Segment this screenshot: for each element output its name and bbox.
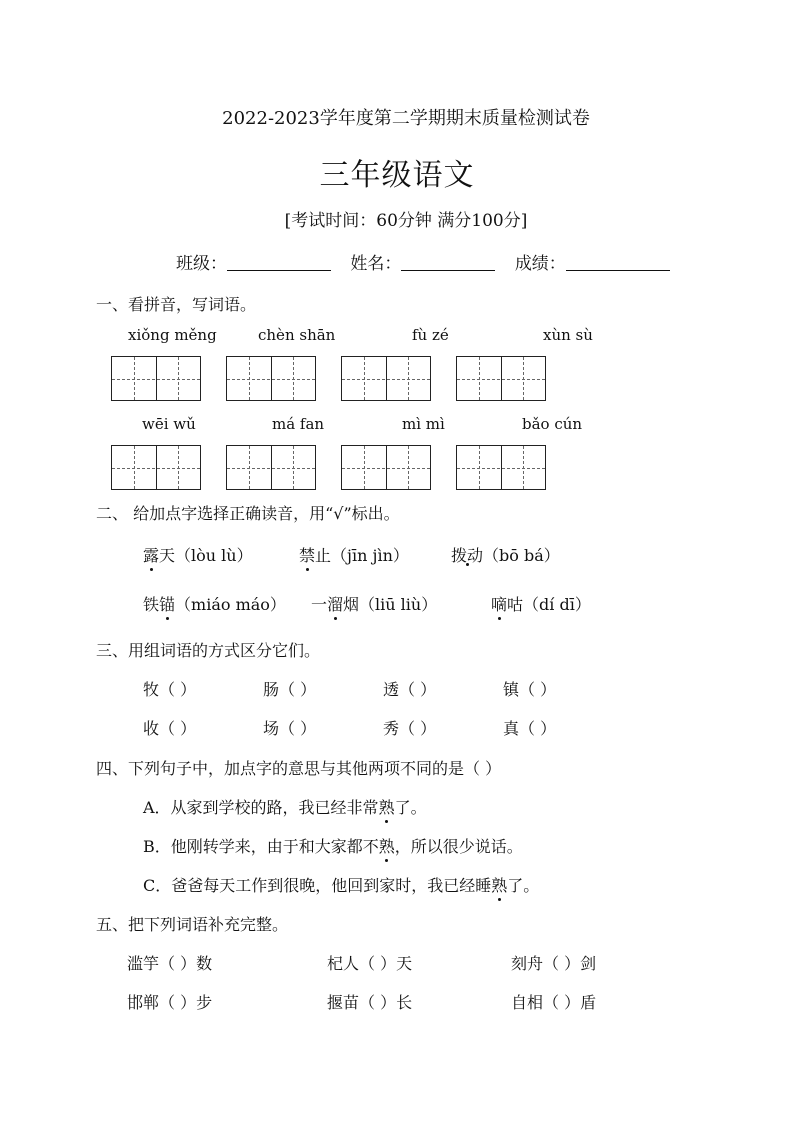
idiom-item: 揠苗（ ）长: [327, 993, 413, 1012]
pinyin-label: xiǒng měng: [128, 326, 217, 344]
word-group-item: 肠（ ）: [263, 680, 317, 699]
class-field: [176, 249, 331, 274]
student-info-row: [176, 249, 684, 274]
name-label: 姓名：: [350, 254, 402, 274]
idiom-item: 刻舟（ ）剑: [511, 954, 597, 973]
word-group-item: 牧（ ）: [143, 680, 197, 699]
pronunciation-item: 嘀咕（dí dī）: [491, 592, 591, 615]
pronunciation-item: 拨动（bō bá）: [451, 546, 560, 565]
writing-grid[interactable]: [226, 445, 316, 490]
writing-grid[interactable]: [456, 445, 546, 490]
question-2-title: 二、 给加点字选择正确读音，用“√”标出。: [96, 504, 400, 523]
writing-grid[interactable]: [226, 356, 316, 401]
pronunciation-item: 禁止（jīn jìn）: [299, 543, 409, 566]
class-blank[interactable]: [227, 254, 331, 271]
score-label: 成绩：: [514, 254, 566, 274]
exam-info: [考试时间：60分钟 满分100分]: [284, 211, 528, 231]
word-group-item: 真（ ）: [503, 719, 557, 738]
pronunciation-item: 露天（lòu lù）: [143, 543, 253, 566]
pinyin-label: mì mì: [402, 415, 445, 433]
class-label: 班级：: [176, 254, 227, 274]
word-group-item: 镇（ ）: [503, 680, 557, 699]
word-group-item: 收（ ）: [143, 719, 197, 738]
pinyin-label: fù zé: [412, 326, 449, 344]
word-group-item: 透（ ）: [383, 680, 437, 699]
idiom-item: 自相（ ）盾: [511, 993, 597, 1012]
page-title: 三年级语文: [319, 158, 475, 193]
pinyin-label: wēi wǔ: [142, 415, 196, 433]
pinyin-label: chèn shān: [258, 326, 336, 344]
pronunciation-item: 一溜烟（liū liù）: [311, 592, 437, 615]
question-5-title: 五、把下列词语补充完整。: [96, 915, 289, 934]
word-group-item: 秀（ ）: [383, 719, 437, 738]
pinyin-label: má fan: [272, 415, 325, 433]
score-field: [515, 249, 670, 274]
score-blank[interactable]: [566, 254, 670, 271]
writing-grid[interactable]: [456, 356, 546, 401]
question-1-title: 一、看拼音，写词语。: [96, 295, 257, 314]
question-4-title: 四、下列句子中，加点字的意思与其他两项不同的是（ ）: [96, 759, 502, 778]
pinyin-label: bǎo cún: [522, 415, 583, 433]
writing-grid[interactable]: [111, 356, 201, 401]
writing-grid[interactable]: [111, 445, 201, 490]
idiom-item: 滥竽（ ）数: [127, 954, 213, 973]
idiom-item: 邯郸（ ）步: [127, 993, 213, 1012]
name-field: [350, 249, 495, 274]
name-blank[interactable]: [401, 254, 495, 271]
pronunciation-item: 铁锚（miáo máo）: [143, 592, 286, 615]
writing-grid[interactable]: [341, 445, 431, 490]
word-group-item: 场（ ）: [263, 719, 317, 738]
question-3-title: 三、用组词语的方式区分它们。: [96, 641, 321, 660]
exam-header-line: 2022-2023学年度第二学期期末质量检测试卷: [222, 108, 590, 129]
choice-option-c[interactable]: C．爸爸每天工作到很晚，他回到家时，我已经睡熟了。: [143, 873, 539, 896]
choice-option-b[interactable]: B．他刚转学来，由于和大家都不熟，所以很少说话。: [143, 834, 523, 857]
writing-grid[interactable]: [341, 356, 431, 401]
idiom-item: 杞人（ ）天: [327, 954, 413, 973]
pinyin-label: xùn sù: [543, 326, 593, 344]
choice-option-a[interactable]: A．从家到学校的路，我已经非常熟了。: [143, 795, 427, 818]
